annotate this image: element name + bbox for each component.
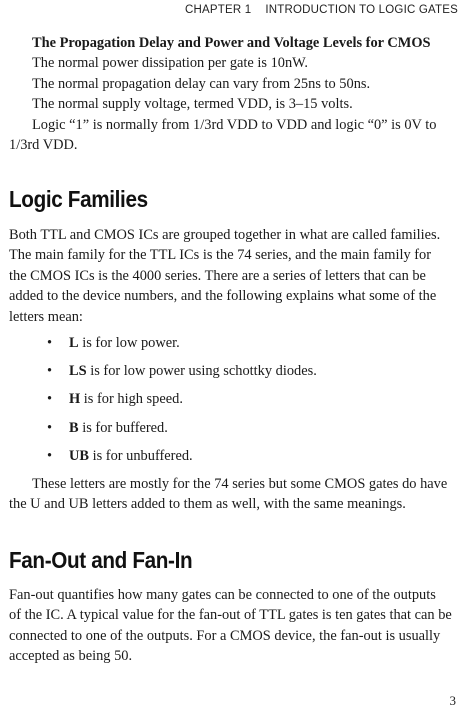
- text-line: The normal power dissipation per gate is 10nW.: [32, 55, 309, 72]
- page-number: 3: [449, 693, 456, 708]
- list-item: [9, 446, 449, 474]
- bullet-icon: •: [47, 391, 53, 408]
- chapter-label: CHAPTER 1: [185, 4, 252, 16]
- text-line: Logic “1” is normally from 1/3rd VDD to VDD and logic “0” is 0V to: [32, 116, 437, 133]
- suffix-description: is for high speed.: [80, 391, 183, 408]
- text-line: letters mean:: [9, 308, 83, 325]
- suffix-note-paragraph: [9, 474, 461, 515]
- bullet-icon: •: [47, 419, 53, 436]
- suffix-code: H: [69, 391, 81, 408]
- list-item: [9, 361, 449, 389]
- suffix-bullet-list: [9, 333, 449, 474]
- text-line: Fan-out quantifies how many gates can be connected to one of the outputs: [9, 587, 436, 603]
- suffix-code: UB: [69, 447, 89, 464]
- suffix-code: LS: [69, 363, 87, 380]
- fan-out-paragraph: [9, 585, 461, 667]
- text-line: 1/3rd VDD.: [9, 137, 78, 154]
- suffix-code: L: [69, 335, 79, 351]
- text-line: the CMOS ICs is the 4000 series. There are a series of letters that can be: [9, 267, 426, 284]
- bullet-icon: •: [47, 335, 53, 351]
- text-line: Both TTL and CMOS ICs are grouped together in what are called families.: [9, 227, 441, 243]
- suffix-description: is for buffered.: [78, 419, 168, 436]
- suffix-code: B: [69, 419, 79, 436]
- cmos-levels-block: [9, 33, 461, 155]
- suffix-description: is for unbuffered.: [89, 447, 193, 464]
- text-line: connected to one of the outputs. For a CMOS device, the fan-out is usually: [9, 627, 441, 644]
- text-line: accepted as being 50.: [9, 648, 133, 665]
- list-item: [9, 333, 449, 361]
- suffix-description: is for low power using schottky diodes.: [86, 363, 317, 380]
- text-line: added to the device numbers, and the following explains what some of the: [9, 288, 437, 305]
- logic-families-paragraph: [9, 225, 461, 327]
- text-line: The normal propagation delay can vary from 25ns to 50ns.: [32, 75, 371, 92]
- section-heading-logic-families: Logic Families: [9, 186, 148, 212]
- text-line: the U and UB letters added to them as well, with the same meanings.: [9, 496, 406, 513]
- text-line: of the IC. A typical value for the fan-out of TTL gates is ten gates that can be: [9, 607, 452, 624]
- suffix-description: is for low power.: [78, 335, 180, 351]
- chapter-title: INTRODUCTION TO LOGIC GATES: [265, 4, 458, 16]
- list-item: [9, 389, 449, 417]
- running-header: [185, 4, 458, 16]
- list-item: [9, 418, 449, 446]
- section-heading-fan-out: Fan-Out and Fan-In: [9, 547, 193, 573]
- text-line: The normal supply voltage, termed VDD, is 3–15 volts.: [32, 96, 353, 113]
- text-line: These letters are mostly for the 74 series but some CMOS gates do have: [32, 476, 448, 492]
- cmos-subheading: The Propagation Delay and Power and Voltage Levels for CMOS: [32, 35, 431, 51]
- bullet-icon: •: [47, 363, 53, 380]
- text-line: The main family for the TTL ICs is the 74 series, and the main family for: [9, 247, 432, 264]
- bullet-icon: •: [47, 447, 53, 464]
